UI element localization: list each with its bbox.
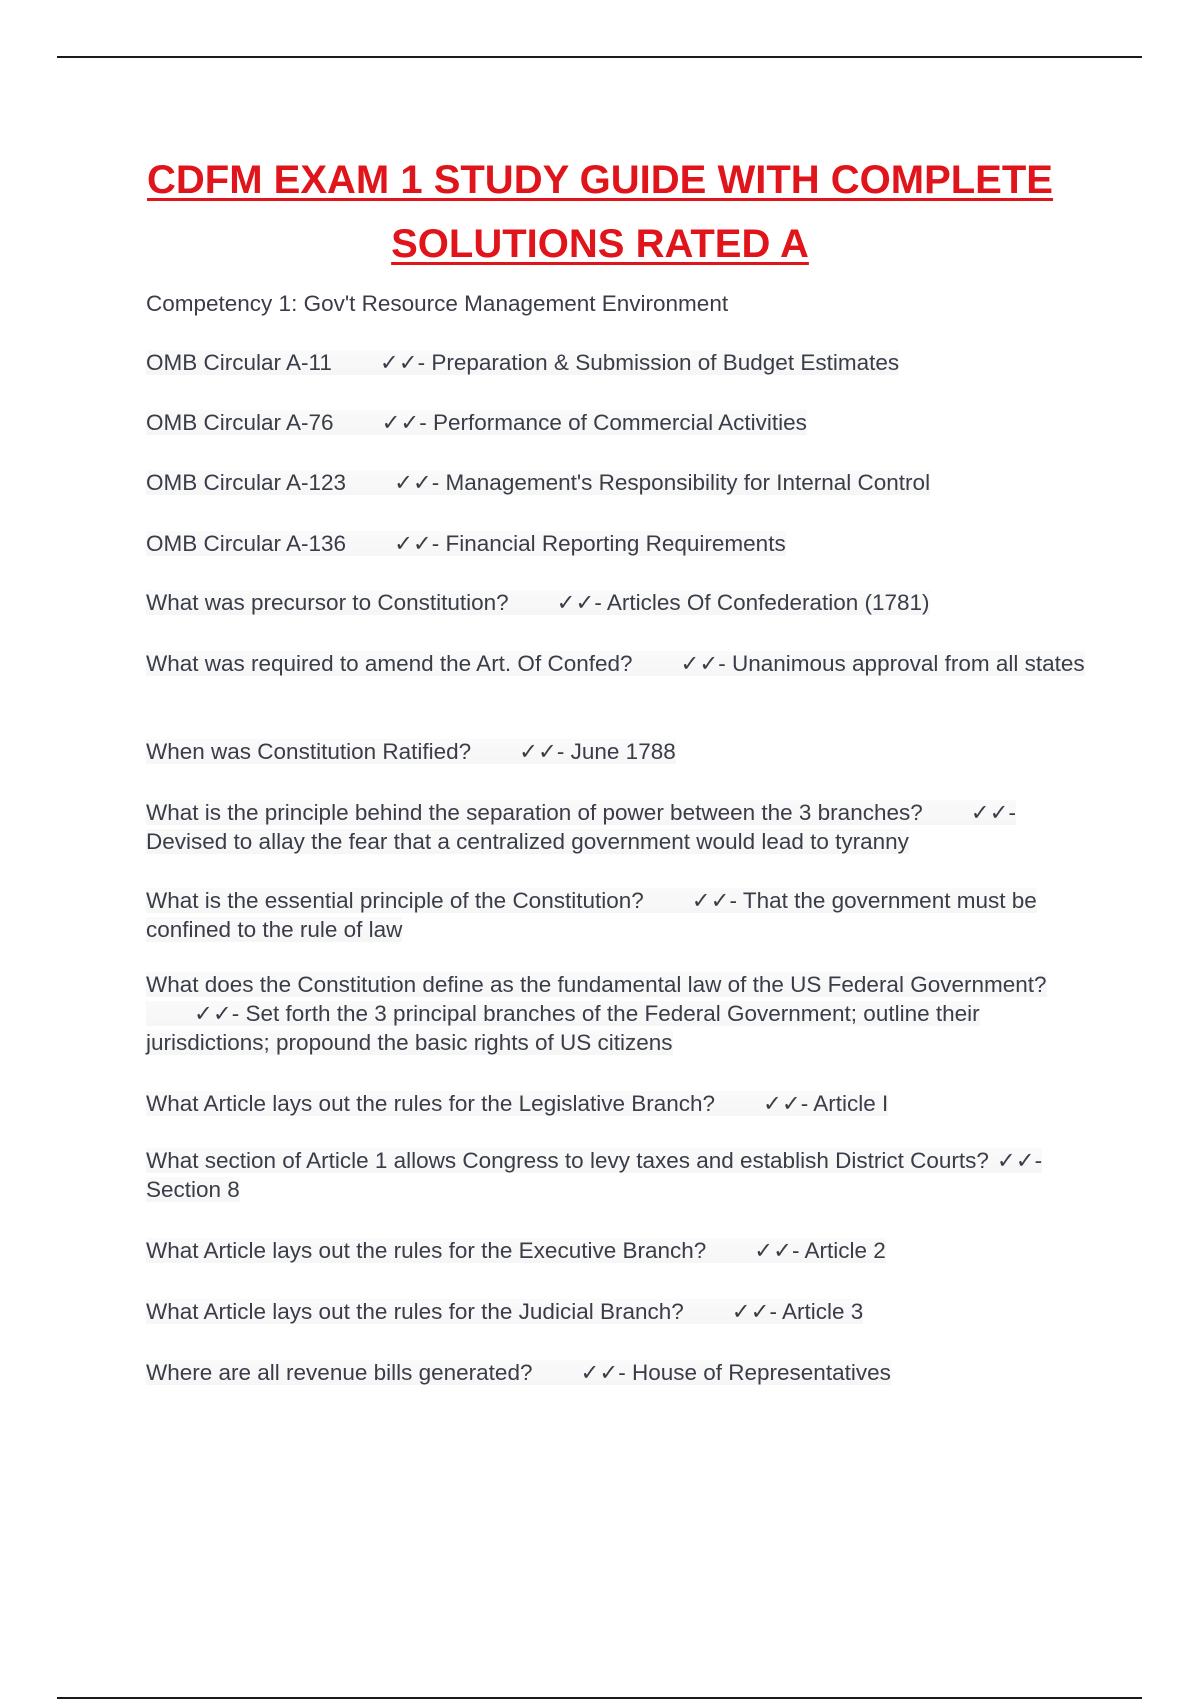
competency-heading: Competency 1: Gov't Resource Management Environment (146, 291, 729, 316)
double-check-icon: ✓✓- (556, 590, 602, 615)
bottom-rule (57, 1697, 1142, 1699)
answer-text: Financial Reporting Requirements (445, 531, 786, 556)
double-check-icon: ✓✓- (754, 1238, 800, 1263)
document-title (0, 148, 1200, 276)
double-check-icon: ✓✓- (691, 888, 737, 913)
answer-text: Performance of Commercial Activities (433, 410, 807, 435)
list-item (146, 798, 1091, 856)
question-text: OMB Circular A-136 (146, 531, 347, 556)
answer-text: House of Representatives (631, 1360, 891, 1385)
list-item (146, 1236, 1091, 1265)
answer-text: Unanimous approval from all states (731, 651, 1085, 676)
answer-text: Article 2 (804, 1238, 886, 1263)
list-item (146, 886, 1091, 944)
list-item (146, 970, 1091, 1057)
top-rule (57, 56, 1142, 58)
answer-text: Preparation & Submission of Budget Estimates (431, 350, 900, 375)
list-item (146, 649, 1091, 678)
question-text: What was precursor to Constitution? (146, 590, 509, 615)
double-check-icon: ✓✓- (763, 1091, 809, 1116)
answer-text: Devised to allay the fear that a centralized government would lead to tyranny (146, 829, 909, 854)
list-item (146, 1089, 1091, 1118)
list-item (146, 408, 1091, 437)
question-text: OMB Circular A-123 (146, 470, 347, 495)
answer-text: Section 8 (146, 1177, 240, 1202)
double-check-icon: ✓✓- (194, 1001, 240, 1026)
list-item (146, 468, 1091, 497)
double-check-icon: ✓✓- (394, 531, 440, 556)
question-text: What Article lays out the rules for the Legislative Branch? (146, 1091, 716, 1116)
title-line-2: SOLUTIONS RATED A (391, 222, 809, 266)
double-check-icon: ✓✓- (379, 350, 426, 375)
answer-text: Article 3 (781, 1299, 864, 1324)
double-check-icon: ✓✓- (970, 800, 1016, 825)
question-text: What Article lays out the rules for the Executive Branch? (146, 1238, 707, 1263)
list-item (146, 348, 1091, 377)
list-item (146, 1358, 1091, 1387)
answer-text: Set forth the 3 principal branches of the Federal Government; outline their jurisdictions; propound the basic rights of US citizens (146, 1001, 980, 1055)
answer-text: That the government must be confined to the rule of law (146, 888, 1037, 942)
question-text: What Article lays out the rules for the Judicial Branch? (146, 1299, 684, 1324)
double-check-icon: ✓✓- (519, 739, 565, 764)
question-text: OMB Circular A-11 (146, 350, 332, 375)
double-check-icon: ✓✓- (731, 1299, 777, 1324)
list-item (146, 737, 1091, 766)
double-check-icon: ✓✓- (996, 1148, 1043, 1173)
list-item (146, 529, 1091, 558)
question-text: What section of Article 1 allows Congress to levy taxes and establish District Courts? (146, 1148, 989, 1173)
double-check-icon: ✓✓- (381, 410, 427, 435)
question-text: What is the essential principle of the Constitution? (146, 888, 644, 913)
question-text: What does the Constitution define as the fundamental law of the US Federal Government? (146, 972, 1047, 997)
double-check-icon: ✓✓- (680, 651, 726, 676)
answer-text: Article I (813, 1091, 889, 1116)
double-check-icon: ✓✓- (580, 1360, 626, 1385)
question-text: Where are all revenue bills generated? (146, 1360, 533, 1385)
double-check-icon: ✓✓- (394, 470, 440, 495)
answer-text: June 1788 (570, 739, 676, 764)
answer-text: Articles Of Confederation (1781) (606, 590, 930, 615)
list-item (146, 1297, 1091, 1326)
question-text: What was required to amend the Art. Of Confed? (146, 651, 633, 676)
list-item (146, 1146, 1091, 1204)
question-text: OMB Circular A-76 (146, 410, 334, 435)
answer-text: Management's Responsibility for Internal Control (445, 470, 931, 495)
title-line-1: CDFM EXAM 1 STUDY GUIDE WITH COMPLETE (147, 158, 1053, 202)
question-text: When was Constitution Ratified? (146, 739, 472, 764)
question-text: What is the principle behind the separation of power between the 3 branches? (146, 800, 923, 825)
list-item (146, 588, 1091, 617)
